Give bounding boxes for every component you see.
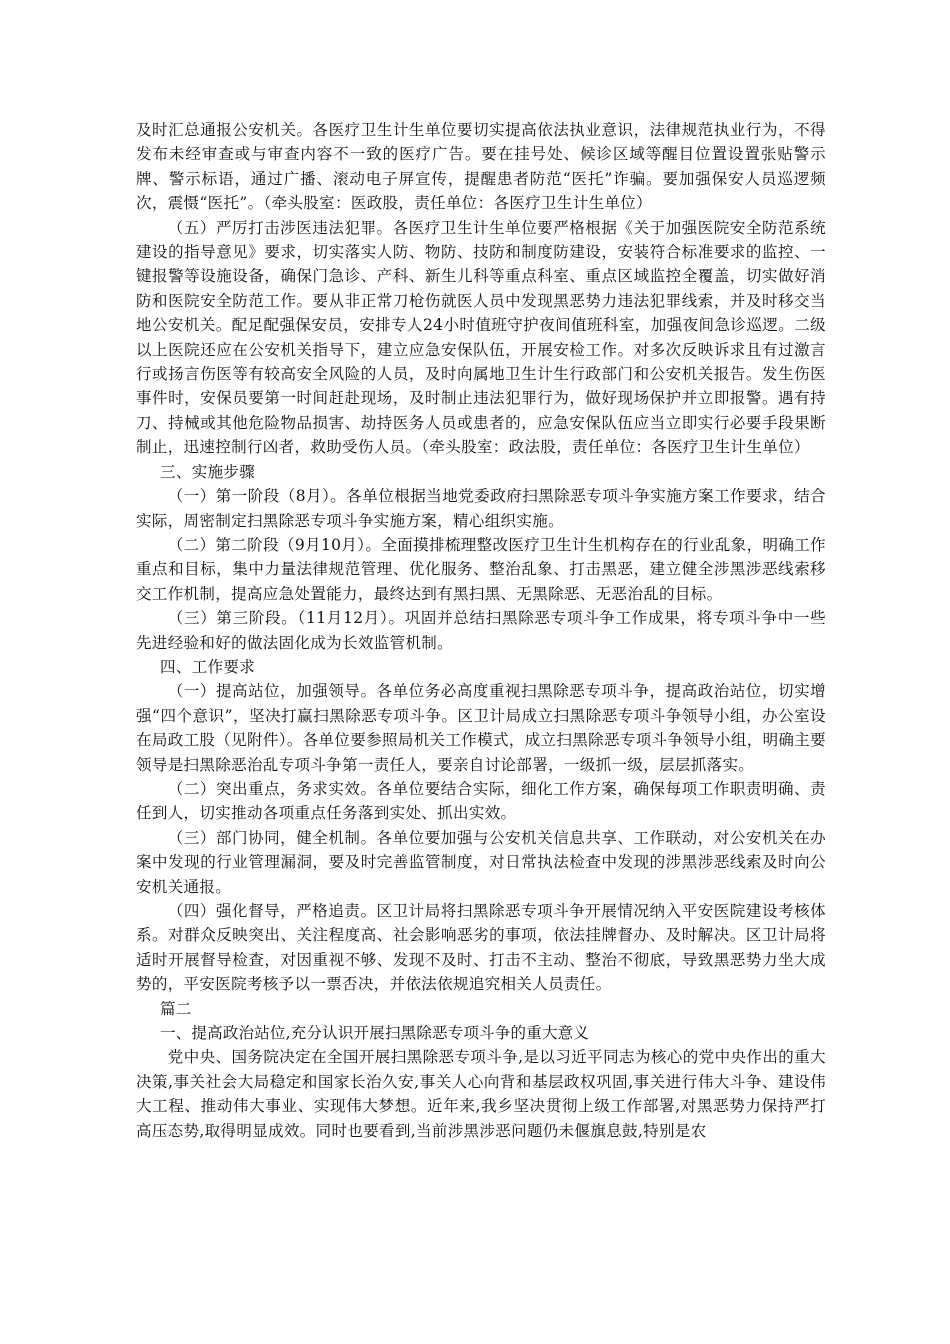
part-heading: 篇二: [160, 999, 192, 1018]
section-heading: 四、工作要求: [160, 657, 256, 676]
paragraph: （三）第三阶段。（11月12月）。巩固并总结扫黑除恶专项斗争工作成果，将专项斗争中一些先进经验和好的做法固化成为长效监管机制。: [136, 609, 826, 652]
section-heading: 三、实施步骤: [160, 462, 256, 481]
paragraph: （二）突出重点，务求实效。各单位要结合实际，细化工作方案，确保每项工作职责明确、责任到人，切实推动各项重点任务落到实处、抓出实效。: [136, 779, 826, 823]
paragraph: （一）第一阶段（8月）。各单位根据当地党委政府扫黑除恶专项斗争实施方案工作要求，结合实际，周密制定扫黑除恶专项斗争实施方案，精心组织实施。: [136, 487, 826, 530]
document-body: [136, 118, 826, 1143]
paragraph: （三）部门协同，健全机制。各单位要加强与公安机关信息共享、工作联动，对公安机关在办案中发现的行业管理漏洞，要及时完善监管制度，对日常执法检查中发现的涉黑涉恶线索及时向公安机关通报。: [136, 828, 826, 896]
paragraph: （四）强化督导，严格追责。区卫计局将扫黑除恶专项斗争开展情况纳入平安医院建设考核体系。对群众反映突出、关注程度高、社会影响恶劣的事项，依法挂牌督办、及时解决。区卫计局将适时开展督导检查，对因重视不够、发现不及时、打击不主动、整治不彻底，导致黑恶势力坐大成势的，平安医院考核予以一票否决，并依法依规追究相关人员责任。: [136, 902, 826, 994]
paragraph: 及时汇总通报公安机关。各医疗卫生计生单位要切实提高依法执业意识，法律规范执业行为，不得发布未经审查或与审查内容不一致的医疗广告。要在挂号处、候诊区域等醒目位置设置张贴警示牌、警示标语，通过广播、滚动电子屏宣传，提醒患者防范“医托”诈骗。要加强保安人员巡逻频次，震慑“医托”。（牵头股室：医政股，责任单位：各医疗卫生计生单位）: [136, 121, 826, 213]
section-heading: 一、提高政治站位,充分认识开展扫黑除恶专项斗争的重大意义: [160, 1024, 590, 1043]
paragraph: （一）提高站位，加强领导。各单位务必高度重视扫黑除恶专项斗争，提高政治站位，切实增强“四个意识”，坚决打赢扫黑除恶专项斗争。区卫计局成立扫黑除恶专项斗争领导小组，办公室设在局政工股（见附件）。各单位要参照局机关工作模式，成立扫黑除恶专项斗争领导小组，明确主要领导是扫黑除恶治乱专项斗争第一责任人，要亲自讨论部署，一级抓一级，层层抓落实。: [136, 682, 826, 774]
paragraph: （二）第二阶段（9月10月）。全面摸排梳理整改医疗卫生计生机构存在的行业乱象，明确工作重点和目标，集中力量法律规范管理、优化服务、整治乱象、打击黑恶，建立健全涉黑涉恶线索移交工作机制，提高应急处置能力，最终达到有黑扫黑、无黑除恶、无恶治乱的目标。: [136, 535, 826, 603]
paragraph: （五）严厉打击涉医违法犯罪。各医疗卫生计生单位要严格根据《关于加强医院安全防范系统建设的指导意见》要求，切实落实人防、物防、技防和制度防建设，安装符合标准要求的监控、一键报警等设施设备，确保门急诊、产科、新生儿科等重点科室、重点区域监控全覆盖，切实做好消防和医院安全防范工作。要从非正常刀枪伤就医人员中发现黑恶势力违法犯罪线索，并及时移交当地公安机关。配足配强保安员，安排专人24小时值班守护夜间值班科室，加强夜间急诊巡逻。二级以上医院还应在公安机关指导下，建立应急安保队伍，开展安检工作。对多次反映诉求且有过激言行或扬言伤医等有较高安全风险的人员，及时向属地卫生计生行政部门和公安机关报告。发生伤医事件时，安保员要第一时间赶赴现场，及时制止违法犯罪行为，做好现场保护并立即报警。遇有持刀、持械或其他危险物品损害、劫持医务人员或患者的，应急安保队伍应当立即实行必要手段果断制止，迅速控制行凶者，救助受伤人员。（牵头股室：政法股，责任单位：各医疗卫生计生单位）: [136, 218, 826, 457]
paragraph: 党中央、国务院决定在全国开展扫黑除恶专项斗争,是以习近平同志为核心的党中央作出的重大决策,事关社会大局稳定和国家长治久安,事关人心向背和基层政权巩固,事关进行伟大斗争、建设伟大工程、推动伟大事业、实现伟大梦想。近年来,我乡坚决贯彻上级工作部署,对黑恶势力保持严打高压态势,取得明显成效。同时也要看到,当前涉黑涉恶问题仍未偃旗息鼓,特别是农: [136, 1048, 826, 1140]
